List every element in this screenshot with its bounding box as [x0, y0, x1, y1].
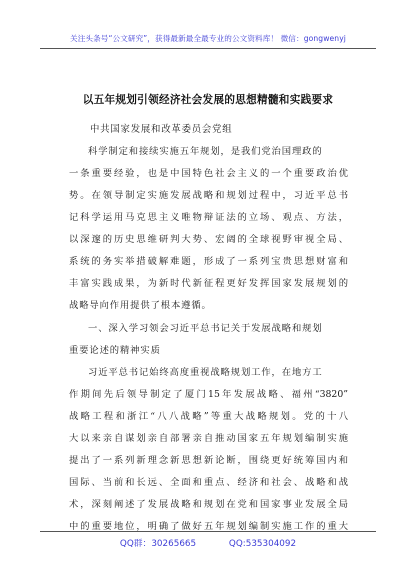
body-line: 术，深刻阐述了发展战略和规划在党和国家事业发展全局 [69, 499, 348, 510]
body-line: 一条重要经验，也是中国特色社会主义的一个重要政治优 [69, 168, 348, 179]
section-heading-line: 一、深入学习领会习近平总书记关于发展战略和规划 [88, 323, 323, 334]
footer-divider [40, 531, 376, 532]
header-banner: 关注头条号“公文研究”，获得最新最全最专业的公文资料库！ 微信：gongwenyj [70, 34, 346, 43]
body-line: 大以来亲自谋划亲自部署亲自推动国家五年规划编制实施 [69, 433, 348, 444]
header-divider [40, 48, 376, 49]
body-line: 习近平总书记始终高度重视战略规划工作，在地方工 [88, 367, 323, 378]
body-line: 提出了一系列新理念新思想新论断，围绕更好统筹国内和 [69, 455, 348, 466]
section-heading-line: 重要论述的精神实质 [69, 345, 161, 356]
body-line: 系统的务实举措破解难题，形成了一系列宝贵思想财富和 [69, 256, 348, 267]
body-line: 中的重要地位，明确了做好五年规划编制实施工作的重大 [69, 521, 348, 532]
document-title: 以五年规划引领经济社会发展的思想精髓和实践要求 [82, 94, 334, 106]
body-line: 科学制定和接续实施五年规划，是我们党治国理政的 [88, 146, 323, 157]
body-line: 势。在领导制定实施发展战略和规划过程中，习近平总书 [69, 190, 348, 201]
body-line: 丰富实践成果，为新时代新征程更好发挥国家发展规划的 [69, 278, 348, 289]
footer-qq-group: QQ群：30265665 [119, 539, 197, 549]
footer [40, 536, 376, 549]
body-line: 以深邃的历史思维研判大势、宏阔的全球视野审视全局、 [69, 234, 348, 245]
document-author: 中共国家发展和改革委员会党组 [90, 124, 233, 135]
body-line: 战略导向作用提供了根本遵循。 [69, 300, 212, 311]
footer-qq-contact: QQ:535304092 [228, 539, 297, 549]
body-line: 国际、当前和长远、全面和重点、经济和社会、战略和战 [69, 477, 348, 488]
body-line: 作期间先后领导制定了厦门15年发展战略、福州“3820” [69, 389, 348, 400]
body-line: 战略工程和浙江“八八战略”等重大战略规划。党的十八 [69, 411, 348, 422]
body-line: 记科学运用马克思主义唯物辩证法的立场、观点、方法， [69, 212, 348, 223]
